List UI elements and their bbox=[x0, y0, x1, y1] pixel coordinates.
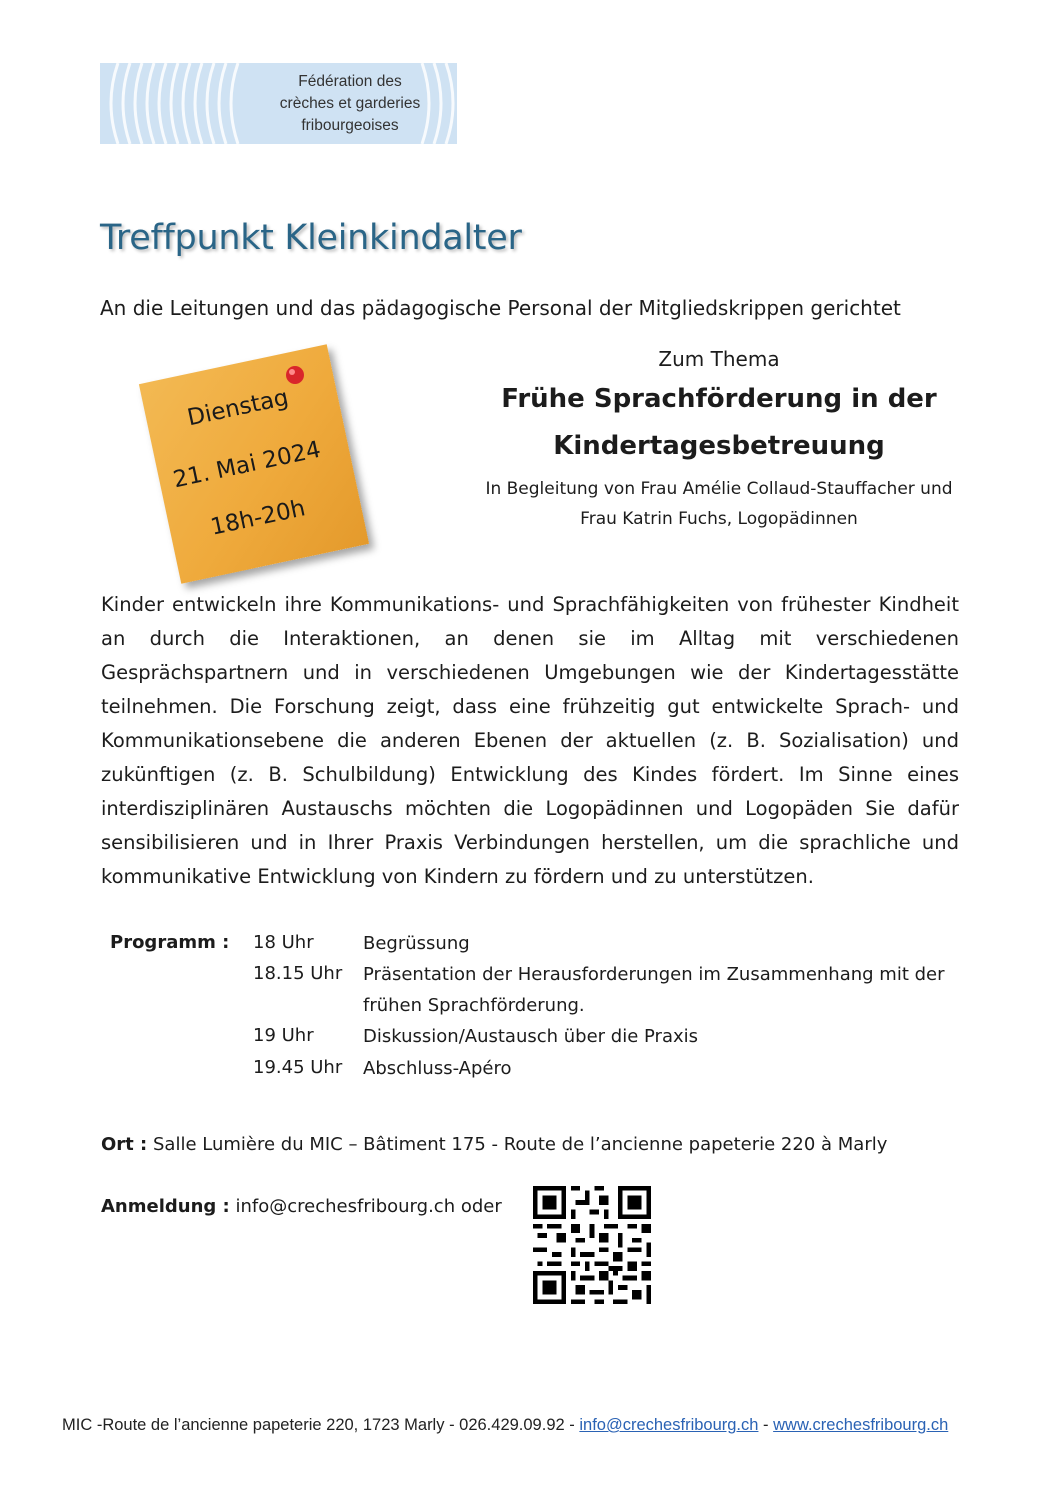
place-line bbox=[101, 1134, 887, 1155]
registration-line bbox=[101, 1196, 502, 1217]
place-value: Salle Lumière du MIC – Bâtiment 175 - Route de l’ancienne papeterie 220 à Marly bbox=[152, 1134, 888, 1155]
logo-text bbox=[250, 71, 450, 137]
footer bbox=[62, 1416, 948, 1435]
footer-address: MIC -Route de l’ancienne papeterie 220, 1723 Marly bbox=[62, 1416, 445, 1434]
programme-description: Diskussion/Austausch über die Praxis bbox=[363, 1026, 699, 1047]
logo-line-2: crèches et garderies bbox=[279, 95, 421, 112]
theme-title-line-2: Kindertagesbetreuung bbox=[553, 431, 885, 461]
note-time: 18h-20h bbox=[208, 495, 308, 541]
note-date: 21. Mai 2024 bbox=[170, 436, 324, 494]
programme-label: Programm : bbox=[110, 932, 230, 953]
logo-line-1: Fédération des bbox=[298, 73, 402, 90]
guide-line-2: Frau Katrin Fuchs, Logopädinnen bbox=[580, 509, 858, 529]
registration-value: info@crechesfribourg.ch oder bbox=[235, 1196, 502, 1217]
registration-label: Anmeldung : bbox=[101, 1196, 230, 1217]
note-day: Dienstag bbox=[185, 384, 291, 432]
theme-label: Zum Thema bbox=[658, 347, 780, 371]
programme-time: 19 Uhr bbox=[253, 1025, 314, 1046]
footer-website-link[interactable]: www.crechesfribourg.ch bbox=[773, 1416, 949, 1434]
page-title: Treffpunkt Kleinkindalter bbox=[100, 218, 522, 258]
body-paragraph: Kinder entwickeln ihre Kommunikations- und Sprachfähigkeiten von frühester Kindheit an durch die Interaktionen, an denen sie im Alltag mit verschiedenen Gesprächspartnern und in verschiedenen Umgebungen wie der Kindertagesstätte teilnehmen. Die Forschung zeigt, dass eine frühzeitig gut entwickelte Sprach- und Kommunikationsebene die anderen Ebenen der aktuellen (z. B. Sozialisation) und zukünftigen (z. B. Schulbildung) Entwicklung des Kindes fördert. Im Sinne eines interdisziplinären Austauschs möchten die Logopädinnen und Logopäden Sie dafür sensibilisieren und in Ihrer Praxis Verbindungen herstellen, um die sprachliche und kommunikative Entwicklung von Kindern zu fördern und zu unterstützen. bbox=[101, 593, 959, 888]
footer-email-link[interactable]: info@crechesfribourg.ch bbox=[579, 1416, 759, 1434]
programme-time: 18 Uhr bbox=[253, 932, 314, 953]
programme-description: Begrüssung bbox=[363, 933, 470, 954]
footer-separator: - bbox=[444, 1416, 460, 1434]
programme-time: 18.15 Uhr bbox=[253, 963, 343, 984]
logo-line-3: fribourgeoises bbox=[301, 117, 399, 134]
theme-title-line-1: Frühe Sprachförderung in der bbox=[501, 384, 937, 414]
programme-time: 19.45 Uhr bbox=[253, 1057, 343, 1078]
audience-line: An die Leitungen und das pädagogische Personal der Mitgliedskrippen gerichtet bbox=[100, 296, 901, 320]
programme-description: Präsentation der Herausforderungen im Zusammenhang mit der frühen Sprachförderung. bbox=[363, 964, 945, 1016]
qr-code-icon[interactable] bbox=[533, 1186, 651, 1304]
footer-phone: 026.429.09.92 bbox=[459, 1416, 565, 1434]
programme-description: Abschluss-Apéro bbox=[363, 1058, 512, 1079]
footer-separator: - bbox=[758, 1416, 774, 1434]
guide-line-1: In Begleitung von Frau Amélie Collaud-Stauffacher und bbox=[485, 479, 953, 499]
footer-separator: - bbox=[564, 1416, 580, 1434]
federation-logo bbox=[100, 63, 457, 144]
place-label: Ort : bbox=[101, 1134, 148, 1155]
